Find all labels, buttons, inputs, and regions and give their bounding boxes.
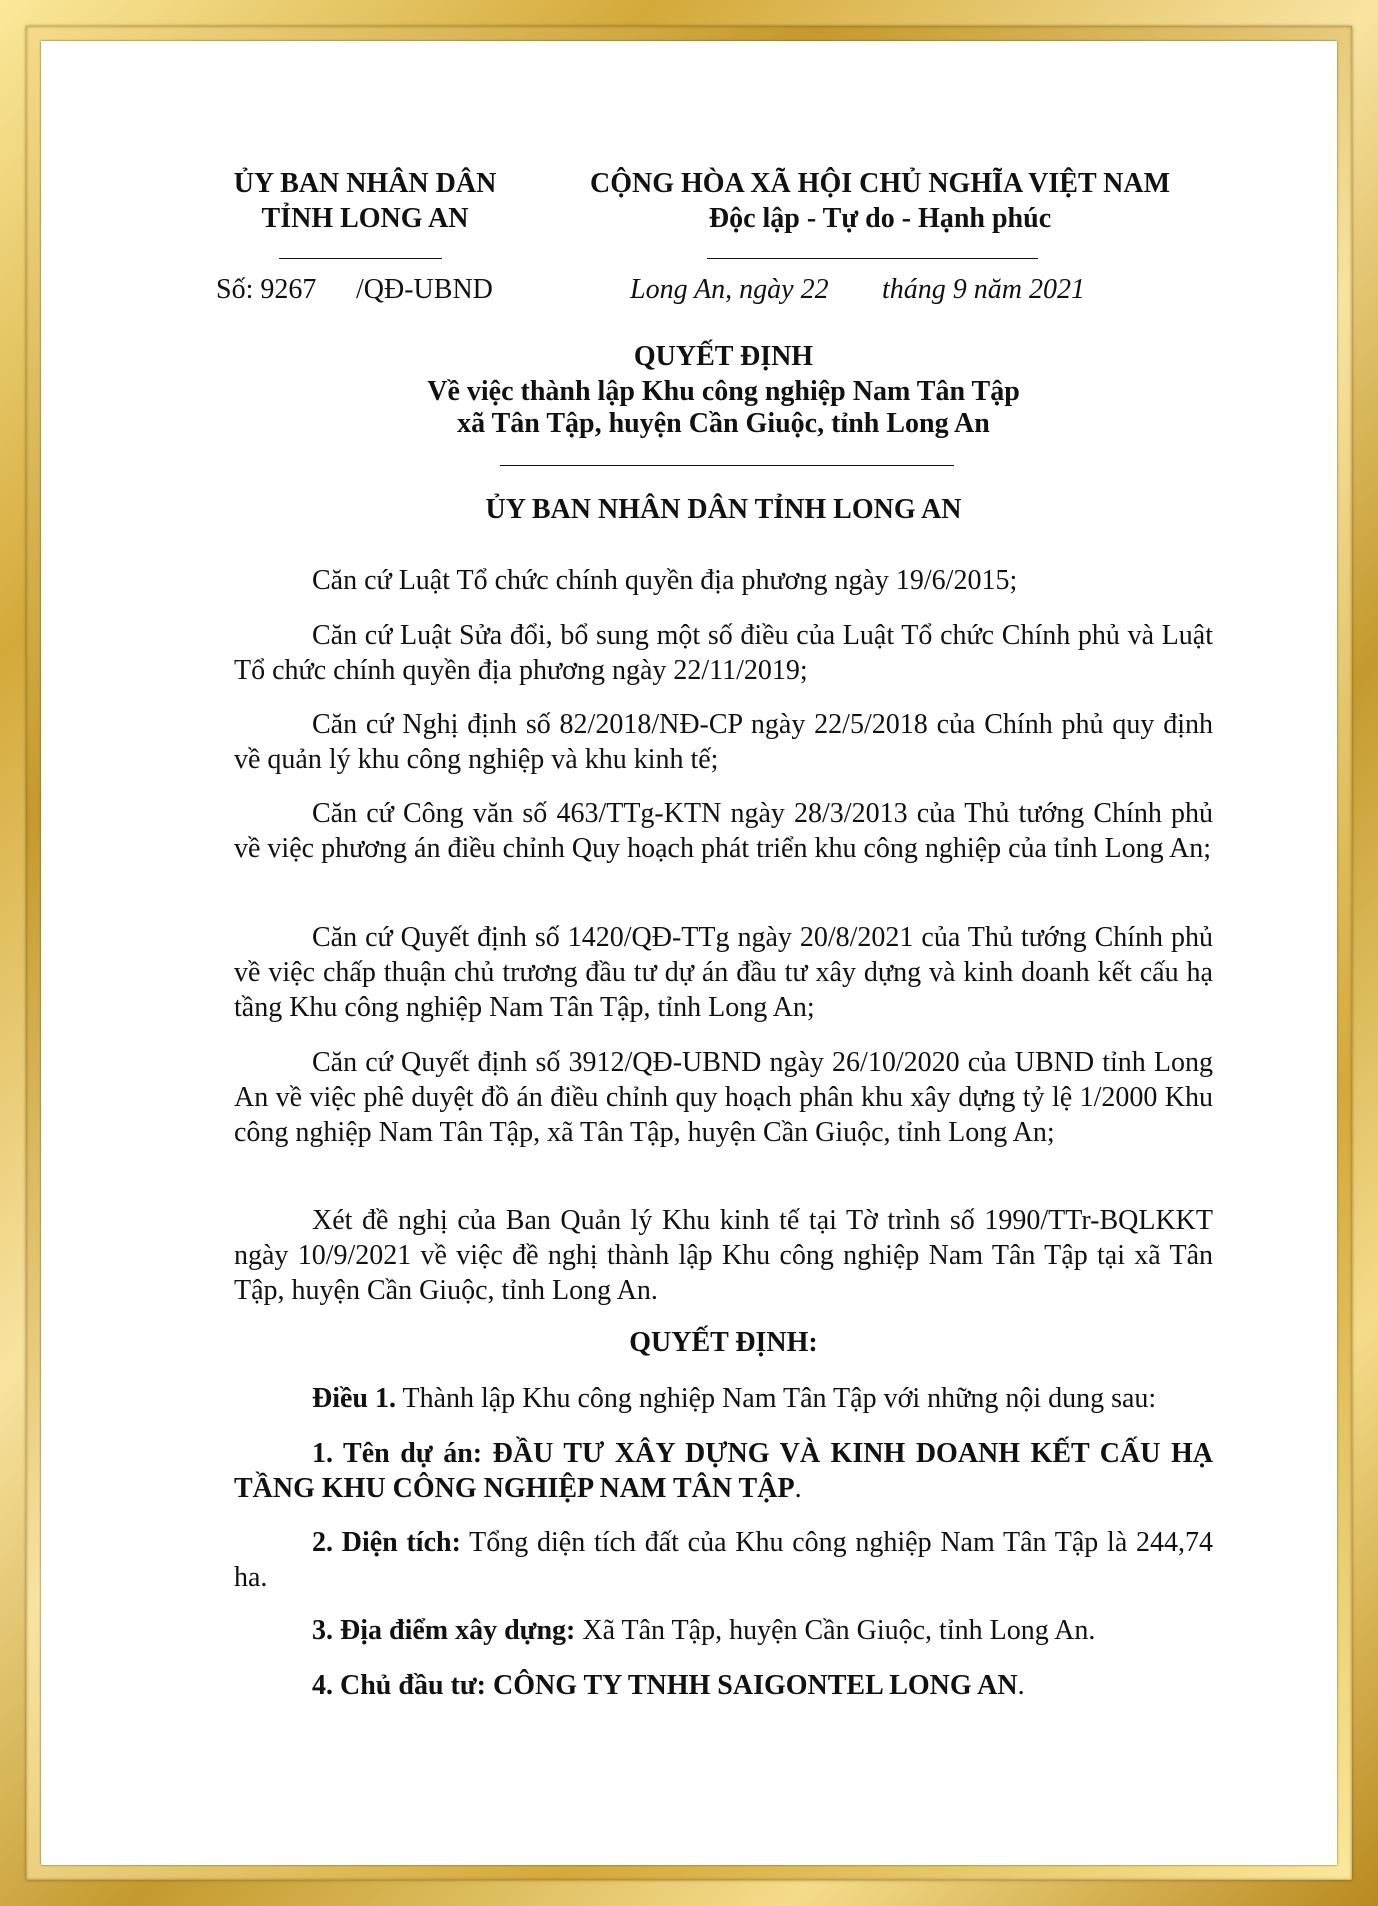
item-3-value: Xã Tân Tập, huyện Cần Giuộc, tỉnh Long An. bbox=[575, 1615, 1096, 1646]
title-underline bbox=[500, 465, 954, 466]
item-location bbox=[234, 1613, 1213, 1648]
item-1-label: 1. Tên dự án: bbox=[312, 1438, 493, 1469]
article-1-text: Thành lập Khu công nghiệp Nam Tân Tập với những nội dung sau: bbox=[396, 1383, 1157, 1414]
preamble-1: Căn cứ Luật Tổ chức chính quyền địa phương ngày 19/6/2015; bbox=[312, 565, 1018, 596]
item-investor bbox=[234, 1668, 1213, 1703]
item-area bbox=[234, 1525, 1213, 1595]
preamble-5: Căn cứ Quyết định số 1420/QĐ-TTg ngày 20/8/2021 của Thủ tướng Chính phủ về việc chấp thuận chủ trương đầu tư dự án đầu tư xây dựng và kinh doanh kết cấu hạ tầng Khu công nghiệp Nam Tân Tập, tỉnh Long An; bbox=[234, 922, 1213, 1023]
document-date-place: Long An, ngày 22 bbox=[630, 274, 829, 305]
article-1 bbox=[234, 1381, 1213, 1416]
document-number: Số: 9267 bbox=[216, 274, 317, 305]
preamble-2: Căn cứ Luật Sửa đổi, bổ sung một số điều của Luật Tổ chức Chính phủ và Luật Tổ chức chính quyền địa phương ngày 22/11/2019; bbox=[234, 620, 1213, 686]
article-1-label: Điều 1. bbox=[312, 1383, 396, 1414]
item-3-label: 3. Địa điểm xây dựng: bbox=[312, 1615, 576, 1646]
decision-subject-line1: Về việc thành lập Khu công nghiệp Nam Tân Tập bbox=[427, 376, 1020, 407]
document-date-rest: tháng 9 năm 2021 bbox=[882, 274, 1085, 305]
agency-province: TỈNH LONG AN bbox=[261, 203, 469, 234]
item-2-label: 2. Diện tích: bbox=[312, 1527, 461, 1558]
nation-name: CỘNG HÒA XÃ HỘI CHỦ NGHĨA VIỆT NAM bbox=[589, 168, 1171, 199]
preamble-6: Căn cứ Quyết định số 3912/QĐ-UBND ngày 26/10/2020 của UBND tỉnh Long An về việc phê duyệt đồ án điều chỉnh quy hoạch phân khu xây dựng tỷ lệ 1/2000 Khu công nghiệp Nam Tân Tập, xã Tân Tập, huyện Cần Giuộc, tỉnh Long An; bbox=[234, 1047, 1213, 1148]
agency-underline bbox=[279, 258, 442, 259]
item-1-end: . bbox=[794, 1473, 802, 1504]
item-project-name bbox=[234, 1436, 1213, 1506]
motto-underline bbox=[707, 258, 1038, 259]
preamble-4: Căn cứ Công văn số 463/TTg-KTN ngày 28/3/2013 của Thủ tướng Chính phủ về việc phương án điều chỉnh Quy hoạch phát triển khu công nghiệp của tỉnh Long An; bbox=[234, 798, 1213, 864]
item-4-label: 4. Chủ đầu tư: bbox=[312, 1670, 493, 1701]
preamble-7: Xét đề nghị của Ban Quản lý Khu kinh tế tại Tờ trình số 1990/TTr-BQLKKT ngày 10/9/2021 về việc đề nghị thành lập Khu công nghiệp Nam Tân Tập tại xã Tân Tập, huyện Cần Giuộc, tỉnh Long An. bbox=[234, 1205, 1213, 1306]
item-1-value: ĐẦU TƯ XÂY DỰNG VÀ KINH DOANH KẾT CẤU HẠ TẦNG KHU CÔNG NGHIỆP NAM TÂN TẬP bbox=[234, 1438, 1213, 1504]
decision-title: QUYẾT ĐỊNH bbox=[633, 341, 814, 372]
decision-heading: QUYẾT ĐỊNH: bbox=[629, 1327, 818, 1358]
nation-motto: Độc lập - Tự do - Hạnh phúc bbox=[708, 203, 1052, 234]
document-number-suffix: /QĐ-UBND bbox=[356, 274, 493, 305]
agency-name: ỦY BAN NHÂN DÂN bbox=[233, 168, 497, 199]
item-4-value: CÔNG TY TNHH SAIGONTEL LONG AN bbox=[492, 1670, 1018, 1701]
issuing-authority: ỦY BAN NHÂN DÂN TỈNH LONG AN bbox=[485, 494, 962, 525]
item-2-value: Tổng diện tích đất của Khu công nghiệp Nam Tân Tập là 244,74 ha. bbox=[234, 1527, 1213, 1593]
preamble-3: Căn cứ Nghị định số 82/2018/NĐ-CP ngày 22/5/2018 của Chính phủ quy định về quản lý khu công nghiệp và khu kinh tế; bbox=[234, 709, 1213, 775]
decision-subject-line2: xã Tân Tập, huyện Cần Giuộc, tỉnh Long An bbox=[457, 408, 990, 439]
item-4-end: . bbox=[1017, 1670, 1025, 1701]
